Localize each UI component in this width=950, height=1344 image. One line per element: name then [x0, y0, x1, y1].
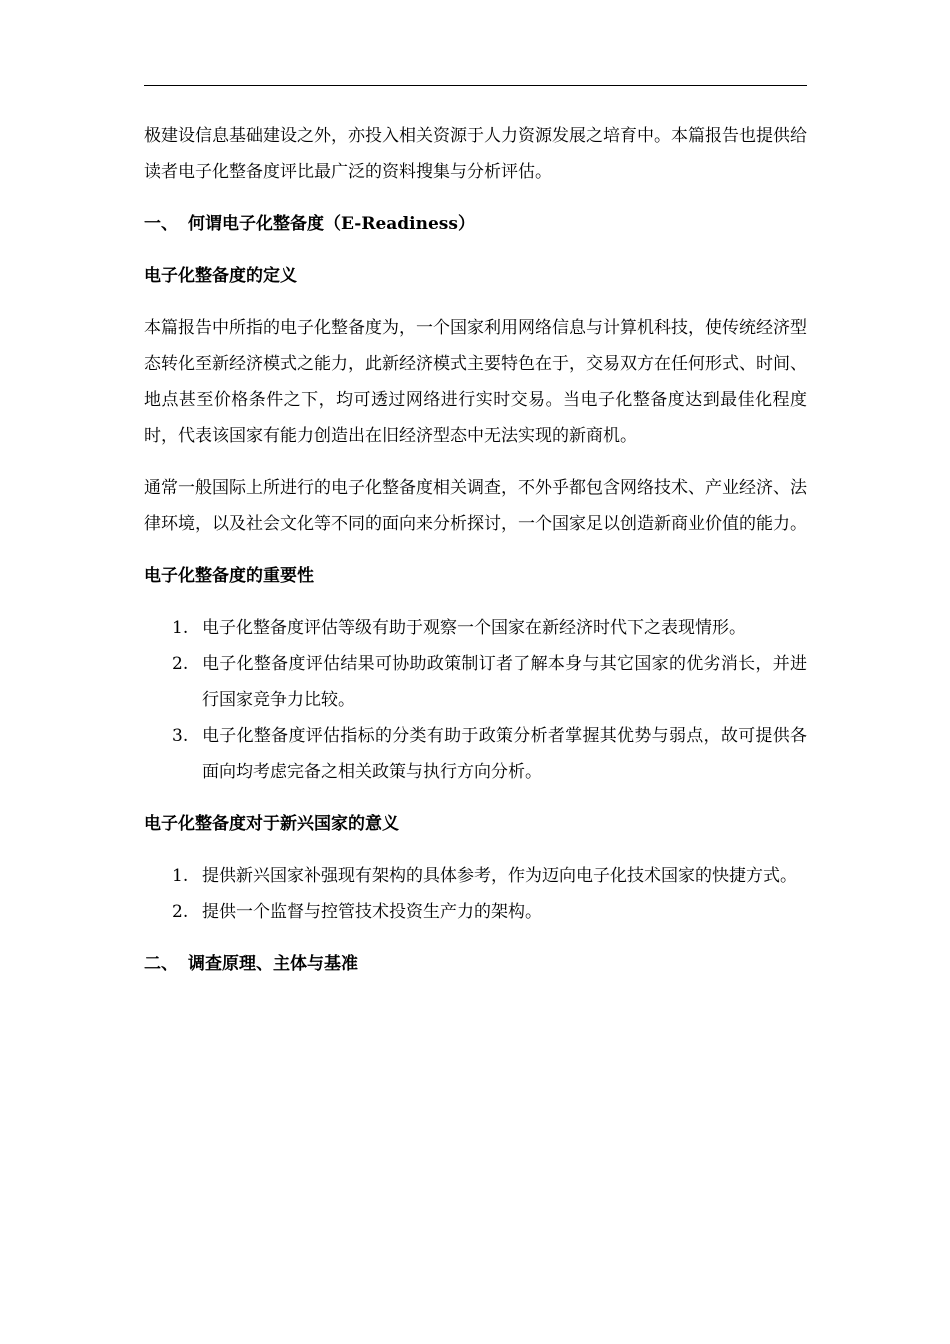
definition-paragraph-2: 通常一般国际上所进行的电子化整备度相关调查，不外乎都包含网络技术、产业经济、法律环境，以及社会文化等不同的面向来分析探讨，一个国家足以创造新商业价值的能力。 [144, 478, 807, 534]
header-rule [144, 85, 807, 86]
list-marker: 3. [172, 726, 189, 746]
section-2-number: 二、 [144, 954, 178, 974]
intro-paragraph: 极建设信息基础建设之外，亦投入相关资源于人力资源发展之培育中。本篇报告也提供给读者电子化整备度评比最广泛的资料搜集与分析评估。 [144, 126, 807, 182]
list-item-text: 电子化整备度评估等级有助于观察一个国家在新经济时代下之表现情形。 [202, 618, 746, 638]
list-item-text: 电子化整备度评估指标的分类有助于政策分析者掌握其优势与弱点，故可提供各面向均考虑完备之相关政策与执行方向分析。 [202, 726, 807, 782]
importance-item-1 [144, 610, 807, 646]
list-marker: 2. [172, 902, 189, 922]
section-1-number: 一、 [144, 214, 178, 234]
importance-heading: 电子化整备度的重要性 [144, 566, 314, 586]
list-marker: 1. [172, 618, 189, 638]
list-item-text: 提供新兴国家补强现有架构的具体参考，作为迈向电子化技术国家的快捷方式。 [202, 866, 797, 886]
list-item-text: 提供一个监督与控管技术投资生产力的架构。 [202, 902, 542, 922]
importance-item-2 [144, 646, 807, 718]
document-body [144, 118, 807, 998]
importance-list [144, 610, 807, 790]
section-2-title: 调查原理、主体与基准 [188, 954, 358, 974]
section-1-title: 何谓电子化整备度（E-Readiness） [188, 214, 475, 234]
emerging-item-1 [144, 858, 807, 894]
emerging-heading: 电子化整备度对于新兴国家的意义 [144, 814, 399, 834]
list-item-text: 电子化整备度评估结果可协助政策制订者了解本身与其它国家的优劣消长，并进行国家竞争力比较。 [202, 654, 807, 710]
list-marker: 1. [172, 866, 189, 886]
section-2-heading [144, 946, 807, 982]
importance-item-3 [144, 718, 807, 790]
definition-heading: 电子化整备度的定义 [144, 266, 297, 286]
list-marker: 2. [172, 654, 189, 674]
definition-paragraph-1: 本篇报告中所指的电子化整备度为，一个国家利用网络信息与计算机科技，使传统经济型态转化至新经济模式之能力，此新经济模式主要特色在于，交易双方在任何形式、时间、地点甚至价格条件之下，均可透过网络进行实时交易。当电子化整备度达到最佳化程度时，代表该国家有能力创造出在旧经济型态中无法实现的新商机。 [144, 318, 807, 446]
emerging-list [144, 858, 807, 930]
section-1-heading [144, 206, 807, 242]
emerging-item-2 [144, 894, 807, 930]
